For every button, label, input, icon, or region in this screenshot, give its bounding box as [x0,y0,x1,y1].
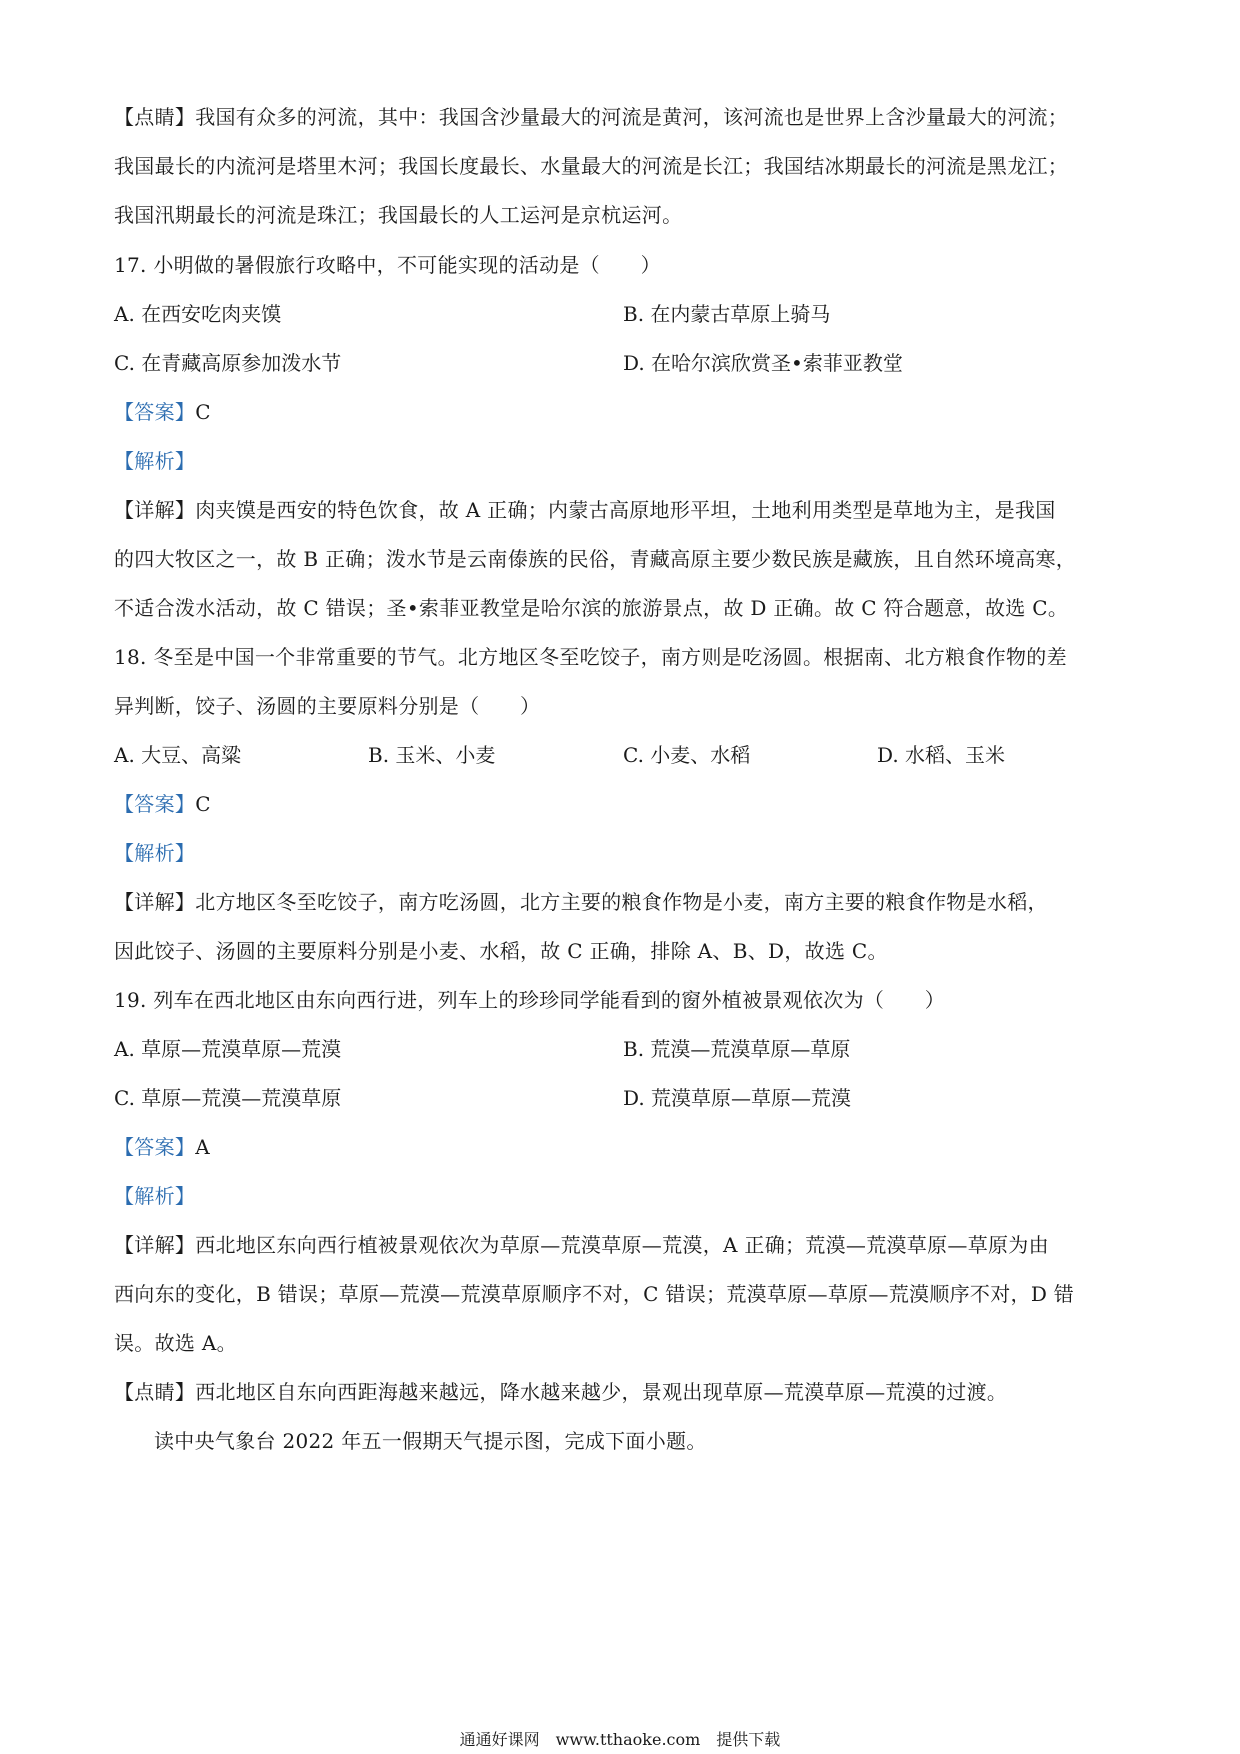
comment-tag: 【点睛】 [114,105,196,129]
q17-detail-line-1: 【详解】肉夹馍是西安的特色饮食，故 A 正确；内蒙古高原地形平坦，土地利用类型是草地为主，是我国 [114,498,1056,522]
q19-comment: 【点睛】西北地区自东向西距海越来越远，降水越来越少，景观出现草原—荒漠草原—荒漠的过渡。 [114,1380,1008,1404]
q18-option-c: C. 小麦、水稻 [623,743,751,767]
q17-detail-line-2: 的四大牧区之一，故 B 正确；泼水节是云南傣族的民俗，青藏高原主要少数民族是藏族，且自然环境高寒， [114,547,1077,571]
answer-value: A [195,1135,210,1159]
answer-tag: 【答案】 [114,792,196,816]
q19-option-b: B. 荒漠—荒漠草原—草原 [623,1037,851,1061]
answer-tag: 【答案】 [114,1135,196,1159]
q17-detail-line-3: 不适合泼水活动，故 C 错误；圣•索菲亚教堂是哈尔滨的旅游景点，故 D 正确。故 C 符合题意，故选 C。 [114,596,1069,620]
q19-detail-line-3: 误。故选 A。 [114,1331,237,1355]
q18-option-b: B. 玉米、小麦 [368,743,496,767]
q16-comment-line-1: 【点睛】我国有众多的河流，其中：我国含沙量最大的河流是黄河，该河流也是世界上含沙量最大的河流； [114,105,1069,129]
q16-comment-line-3: 我国汛期最长的河流是珠江；我国最长的人工运河是京杭运河。 [114,203,683,227]
q17-option-a: A. 在西安吃肉夹馍 [114,302,282,326]
answer-tag: 【答案】 [114,400,196,424]
q17-option-b: B. 在内蒙古草原上骑马 [623,302,831,326]
answer-value: C [195,400,211,424]
q19-detail-line-2: 西向东的变化，B 错误；草原—荒漠—荒漠草原顺序不对，C 错误；荒漠草原—草原—荒漠顺序不对，D 错 [114,1282,1075,1306]
answer-value: C [195,792,211,816]
analysis-tag: 【解析】 [114,841,196,865]
q18-option-a: A. 大豆、高粱 [114,743,242,767]
q17-answer [114,397,1134,427]
q18-analysis [114,838,1134,868]
q18-answer [114,789,1134,819]
q18-option-d: D. 水稻、玉米 [877,743,1006,767]
q18-question-line-2: 异判断，饺子、汤圆的主要原料分别是（ ） [114,694,541,718]
page-footer: 通通好课网 www.tthaoke.com 提供下载 [459,1730,781,1749]
next-section-intro: 读中央气象台 2022 年五一假期天气提示图，完成下面小题。 [154,1429,707,1453]
detail-tag: 【详解】 [114,1233,196,1257]
q17-option-d: D. 在哈尔滨欣赏圣•索菲亚教堂 [623,351,903,375]
detail-tag: 【详解】 [114,890,196,914]
q19-answer [114,1132,1134,1162]
q19-question: 19. 列车在西北地区由东向西行进，列车上的珍珍同学能看到的窗外植被景观依次为（ ） [114,988,946,1012]
q17-option-c: C. 在青藏高原参加泼水节 [114,351,342,375]
q19-option-c: C. 草原—荒漠—荒漠草原 [114,1086,342,1110]
q16-comment-line-2: 我国最长的内流河是塔里木河；我国长度最长、水量最大的河流是长江；我国结冰期最长的河流是黑龙江； [114,154,1069,178]
q19-analysis [114,1181,1134,1211]
q19-option-a: A. 草原—荒漠草原—荒漠 [114,1037,342,1061]
detail-tag: 【详解】 [114,498,196,522]
q19-detail-line-1: 【详解】西北地区东向西行植被景观依次为草原—荒漠草原—荒漠，A 正确；荒漠—荒漠草原—草原为由 [114,1233,1049,1257]
analysis-tag: 【解析】 [114,449,196,473]
q18-detail-line-1: 【详解】北方地区冬至吃饺子，南方吃汤圆，北方主要的粮食作物是小麦，南方主要的粮食作物是水稻， [114,890,1048,914]
q18-question-line-1: 18. 冬至是中国一个非常重要的节气。北方地区冬至吃饺子，南方则是吃汤圆。根据南、北方粮食作物的差 [114,645,1067,669]
q17-analysis [114,446,1134,476]
q18-detail-line-2: 因此饺子、汤圆的主要原料分别是小麦、水稻，故 C 正确，排除 A、B、D，故选 C。 [114,939,888,963]
analysis-tag: 【解析】 [114,1184,196,1208]
comment-tag: 【点睛】 [114,1380,196,1404]
q17-question: 17. 小明做的暑假旅行攻略中，不可能实现的活动是（ ） [114,253,661,277]
q19-option-d: D. 荒漠草原—草原—荒漠 [623,1086,852,1110]
